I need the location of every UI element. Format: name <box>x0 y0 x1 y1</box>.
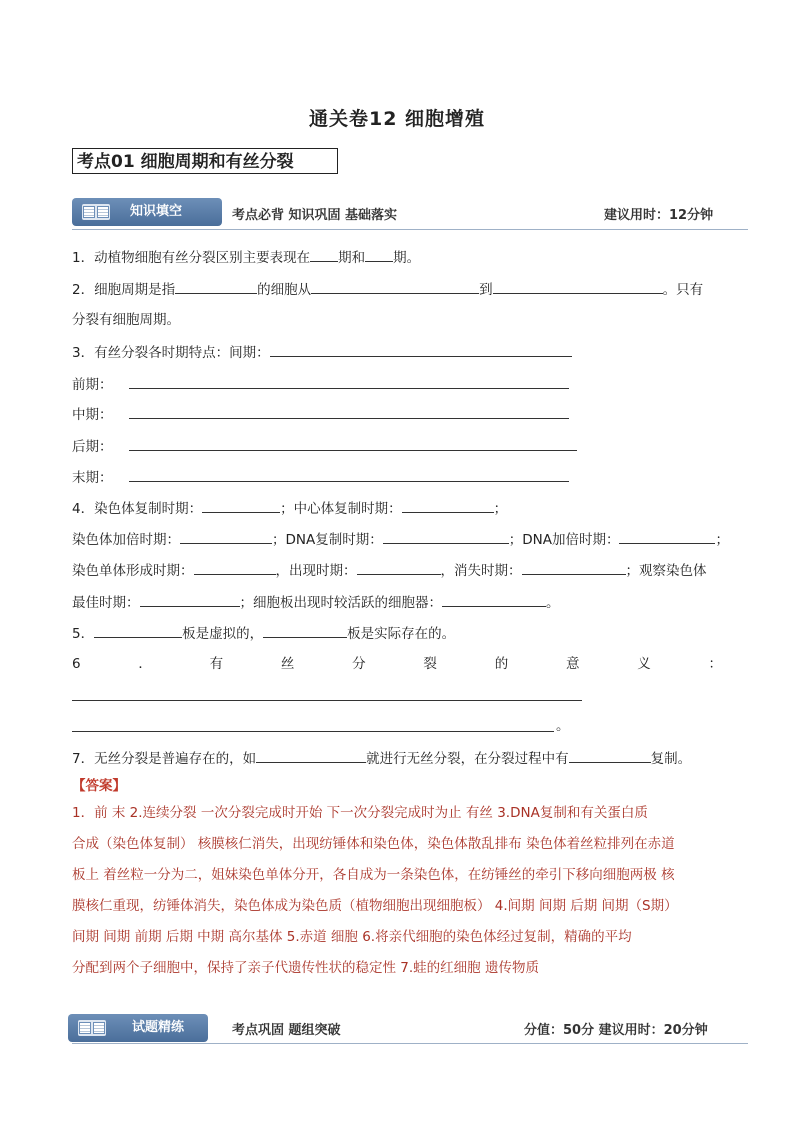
blank[interactable] <box>365 247 393 262</box>
badge-label: 试题精练 <box>132 1020 185 1035</box>
answer-line: 合成（染色体复制） 核膜核仁消失，出现纺锤体和染色体，染色体散乱排布 染色体着丝粒排列在赤道 <box>72 836 675 852</box>
blank[interactable] <box>256 748 366 763</box>
page-title: 通关卷12 细胞增殖 <box>308 108 486 130</box>
question-4-line2: 染色体加倍时期： ；DNA复制时期： ；DNA加倍时期： ； <box>72 529 729 550</box>
answer-line: 分配到两个子细胞中，保持了亲子代遗传性状的稳定性 7.蛙的红细胞 遗传物质 <box>72 960 539 976</box>
blank[interactable] <box>311 279 479 294</box>
question-5: 5． 板是虚拟的， 板是实际存在的。 <box>72 623 455 644</box>
topic-heading: 考点01 细胞周期和有丝分裂 <box>72 148 338 174</box>
blank[interactable] <box>72 700 582 701</box>
metaphase-row: 中期： <box>72 404 569 425</box>
book-icon <box>82 204 110 220</box>
answer-block <box>72 798 732 984</box>
question-6-end: 。 <box>556 718 570 734</box>
question-2: 2．细胞周期是指 的细胞从 到 。只有 <box>72 279 703 300</box>
blank[interactable] <box>402 498 494 513</box>
blank[interactable] <box>522 560 626 575</box>
answer-line: 间期 间期 前期 后期 中期 高尔基体 5.赤道 细胞 6.将亲代细胞的染色体经过复制，精确的平均 <box>72 929 632 945</box>
blank[interactable] <box>442 592 546 607</box>
book-icon <box>78 1020 106 1036</box>
question-1: 1．动植物细胞有丝分裂区别主要表现在 期和 期。 <box>72 247 420 268</box>
band-slogan: 考点巩固 题组突破 <box>232 1023 341 1038</box>
telophase-row: 末期： <box>72 467 569 488</box>
badge-label: 知识填空 <box>130 204 183 219</box>
blank[interactable] <box>357 560 441 575</box>
practice-badge <box>68 1014 208 1042</box>
blank[interactable] <box>619 529 715 544</box>
question-4-line4: 最佳时期： ；细胞板出现时较活跃的细胞器： 。 <box>72 592 560 613</box>
prophase-row: 前期： <box>72 374 569 395</box>
answer-line: 板上 着丝粒一分为二，姐妹染色单体分开，各自成为一条染色体，在纺锤丝的牵引下移向细胞两极 核 <box>72 867 675 883</box>
band-slogan: 考点必背 知识巩固 基础落实 <box>232 208 398 223</box>
question-2-cont: 分裂有细胞周期。 <box>72 312 180 328</box>
question-3: 3．有丝分裂各时期特点：间期： <box>72 342 572 363</box>
blank[interactable] <box>493 279 663 294</box>
blank[interactable] <box>129 404 569 419</box>
question-4: 4．染色体复制时期： ；中心体复制时期： ； <box>72 498 507 519</box>
blank[interactable] <box>569 748 651 763</box>
blank[interactable] <box>202 498 280 513</box>
blank[interactable] <box>129 467 569 482</box>
blank[interactable] <box>140 592 240 607</box>
section-divider <box>72 1043 748 1044</box>
blank[interactable] <box>129 436 577 451</box>
blank[interactable] <box>194 560 276 575</box>
answer-line: 1．前 末 2.连续分裂 一次分裂完成时开始 下一次分裂完成时为止 有丝 3.DNA复制和有关蛋白质 <box>72 805 648 821</box>
answer-line: 膜核仁重现，纺锤体消失，染色体成为染色质（植物细胞出现细胞板） 4.间期 间期 后期 间期（S期） <box>72 898 678 914</box>
blank[interactable] <box>270 342 572 357</box>
blank[interactable] <box>175 279 257 294</box>
blank[interactable] <box>72 731 554 732</box>
blank[interactable] <box>180 529 272 544</box>
knowledge-badge <box>72 198 222 226</box>
question-6: 6 ． 有 丝 分 裂 的 意 义 ： <box>72 656 722 672</box>
blank[interactable] <box>383 529 509 544</box>
section-divider <box>72 229 748 230</box>
question-7: 7．无丝分裂是普遍存在的，如 就进行无丝分裂，在分裂过程中有 复制。 <box>72 748 691 769</box>
answer-heading: 【答案】 <box>72 778 126 794</box>
score-and-time: 分值：50分 建议用时：20分钟 <box>524 1023 708 1038</box>
blank[interactable] <box>310 247 338 262</box>
blank[interactable] <box>94 623 182 638</box>
question-4-line3: 染色单体形成时期： ，出现时期： ，消失时期： ；观察染色体 <box>72 560 707 581</box>
blank[interactable] <box>263 623 347 638</box>
suggested-time: 建议用时：12分钟 <box>604 208 714 223</box>
blank[interactable] <box>129 374 569 389</box>
anaphase-row: 后期： <box>72 436 577 457</box>
